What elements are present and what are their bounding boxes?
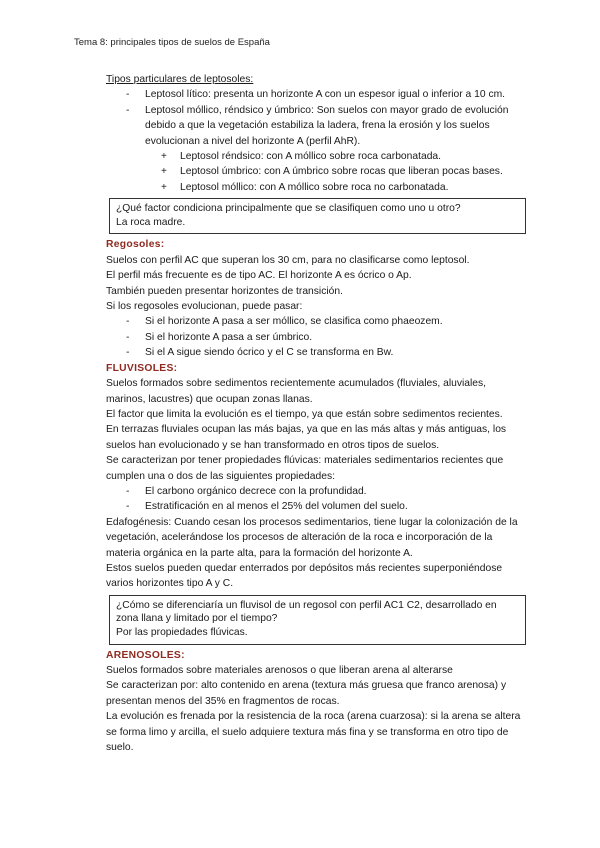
list-item: - Estratificación en al menos el 25% del volumen del suelo. [126, 501, 408, 513]
paragraph: El factor que limita la evolución es el tiempo, ya que están sobre sedimentos recientes. [106, 408, 503, 420]
sub-list-item: + Leptosol móllico: con A móllico sobre roca no carbonatada. [161, 181, 449, 193]
list-item: - Si el horizonte A pasa a ser móllico, se clasifica como phaeozem. [126, 316, 443, 328]
page-content [106, 72, 526, 755]
list-item: - Si el horizonte A pasa a ser úmbrico. [126, 331, 313, 343]
paragraph: En terrazas fluviales ocupan las más bajas, ya que en las más altas y más antiguas, los suelos han evolucionado y se han transformado en otros tipos de suelos. [106, 424, 507, 451]
fluvisoles-heading: FLUVISOLES: [106, 362, 178, 374]
arenosoles-heading: ARENOSOLES: [106, 649, 185, 661]
box-answer: Por las propiedades flúvicas. [116, 626, 248, 638]
box-question: ¿Qué factor condiciona principalmente que se clasifiquen como uno u otro? [116, 203, 461, 215]
paragraph: Edafogénesis: Cuando cesan los procesos sedimentarios, tiene lugar la colonización de la vegetación, acelerándose los procesos de alteración de la roca e incorporación de la materia orgánica en la parte alta, para la formación del horizonte A. [106, 516, 518, 559]
paragraph: Suelos con perfil AC que superan los 30 cm, para no clasificarse como leptosol. [106, 254, 470, 266]
sub-list-item: + Leptosol réndsico: con A móllico sobre roca carbonatada. [161, 151, 442, 163]
paragraph: Suelos formados sobre sedimentos recientemente acumulados (fluviales, aluviales, marinos, lacustres) que ocupan zonas llanas. [106, 378, 487, 405]
sub-list-item: + Leptosol úmbrico: con A úmbrico sobre rocas que liberan pocas bases. [161, 166, 503, 178]
list-item: - Leptosol lítico: presenta un horizonte A con un espesor igual o inferior a 10 cm. [126, 89, 506, 101]
paragraph: También pueden presentar horizontes de transición. [106, 285, 343, 297]
paragraph: Suelos formados sobre materiales arenosos o que liberan arena al alterarse [106, 664, 453, 676]
paragraph: El perfil más frecuente es de tipo AC. El horizonte A es ócrico o Ap. [106, 270, 412, 282]
list-item: - Leptosol móllico, réndsico y úmbrico: Son suelos con mayor grado de evolución debido a que la vegetación estabiliza la ladera, frena la erosión y los suelos evolucionan a nivel del horizonte A (perfil AhR). [126, 104, 509, 147]
page-header-title: Tema 8: principales tipos de suelos de España [74, 37, 270, 48]
paragraph: Estos suelos pueden quedar enterrados por depósitos más recientes superponiéndose varios horizontes tipo A y C. [106, 562, 503, 590]
list-item: - Si el A sigue siendo ócrico y el C se transforma en Bw. [126, 347, 394, 359]
paragraph: Se caracterizan por: alto contenido en arena (textura más gruesa que franco arenosa) y presentan menos del 35% en fragmentos de rocas. [106, 680, 507, 707]
regosoles-heading: Regosoles: [106, 239, 165, 251]
paragraph: La evolución es frenada por la resistencia de la roca (arena cuarzosa): si la arena se altera se forma limo y arcilla, el suelo adquiere textura más fina y se transforma en otro tipo de suelo. [106, 711, 521, 753]
box-answer: La roca madre. [116, 216, 186, 228]
question-box-fluvisoles [109, 595, 526, 645]
box-question: ¿Cómo se diferenciaría un fluvisol de un regosol con perfil AC1 C2, desarrollado en zona llana y limitado por el tiempo? [116, 599, 497, 625]
list-item: - El carbono orgánico decrece con la profundidad. [126, 485, 367, 497]
paragraph: Si los regosoles evolucionan, puede pasar: [106, 301, 303, 313]
leptosoles-heading: Tipos particulares de leptosoles: [106, 74, 254, 85]
question-box-leptosoles [109, 198, 526, 234]
paragraph: Se caracterizan por tener propiedades flúvicas: materiales sedimentarios recientes que cumplen una o dos de las siguientes propiedades: [106, 455, 504, 482]
